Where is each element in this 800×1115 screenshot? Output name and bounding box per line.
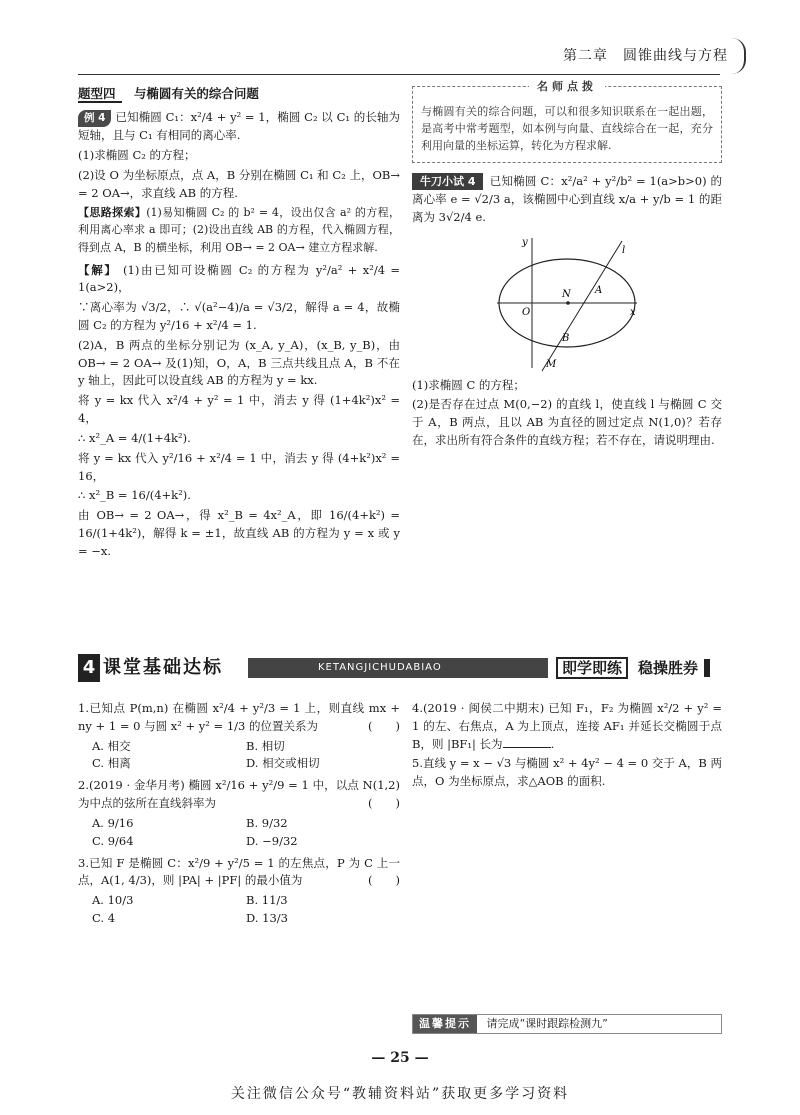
solution-3: (2)A，B 两点的坐标分别记为 (x_A, y_A)，(x_B, y_B)，由 OB→ = 2 OA→ 及(1)知，O，A，B 三点共线且点 A，B 不在 y 轴上，因此可以设直线 AB 的方程为 y = kx. [78,337,400,388]
exercise-2-options [92,815,400,851]
solution-6: 将 y = kx 代入 y²/16 + x²/4 = 1 中，消去 y 得 (4+k²)x² = 16， [78,450,400,483]
tip-text: 与椭圆有关的综合问题，可以和很多知识联系在一起出题，是高考中常考题型，如本例与向量、直线综合在一起，充分利用向量的坐标运算，转化为方程求解. [421,105,713,153]
label-a: A [595,284,603,296]
example-q1: (1)求椭圆 C₂ 的方程； [78,148,196,162]
practice-text: 已知椭圆 C：x²/a² + y²/b² = 1(a>b>0) 的离心率 e = √2/3 a，该椭圆中心到直线 x/a + y/b = 1 的距离为 3√2/4 e. [412,174,722,224]
option-a: A. 9/16 [92,815,134,830]
teacher-tip-box [412,80,722,163]
exercise-1-text: 1.已知点 P(m,n) 在椭圆 x²/4 + y²/3 = 1 上，则直线 mx + ny + 1 = 0 与圆 x² + y² = 1/3 的位置关系为 [78,701,400,733]
header-curve-decoration [732,38,746,74]
solution-5: ∴ x²_A = 4/(1+4k²). [78,430,191,445]
solution-1-text: (1)由已知可设椭圆 C₂ 的方程为 y²/a² + x²/4 = 1(a>2)， [78,262,401,295]
idea-label: 【思路探索】 [78,206,147,220]
right-column [412,80,722,452]
example-badge: 例 4 [78,110,111,126]
option-c: C. 4 [92,910,116,925]
option-d: D. 相交或相切 [246,756,320,771]
example-q2: (2)设 O 为坐标原点，点 A，B 分别在椭圆 C₁ 和 C₂ 上，OB→ = 2 OA→，求直线 AB 的方程. [78,167,400,200]
exercise-5: 5.直线 y = x − √3 与椭圆 x² + 4y² − 4 = 0 交于 A，B 两点，O 为坐标原点，求△AOB 的面积. [412,756,722,789]
exercise-3-answer-paren: ( ) [368,873,400,888]
solution-1 [78,262,400,298]
option-b: B. 相切 [246,738,285,753]
label-x: x [630,306,636,318]
banner-slogan-b: 稳操胜券 [638,659,710,677]
exercise-1-answer-paren: ( ) [368,718,400,733]
label-o: O [522,306,531,318]
option-c: C. 相离 [92,756,131,771]
chapter-header: 第二章 圆锥曲线与方程 [563,48,728,64]
solution-2: ∵离心率为 √3/2，∴ √(a²−4)/a = √3/2，解得 a = 4，故椭圆 C₂ 的方程为 y²/16 + x²/4 = 1. [78,300,400,333]
exercise-4-end: . [550,736,555,751]
solution-4: 将 y = kx 代入 x²/4 + y² = 1 中，消去 y 得 (1+4k²)x² = 4， [78,393,400,426]
option-d: D. −9/32 [246,833,298,848]
option-c: C. 9/64 [92,833,134,848]
option-a: A. 相交 [92,738,131,753]
idea-paragraph [78,204,400,255]
left-column [78,80,400,563]
reminder-bar [412,1014,722,1034]
exercise-1 [78,700,400,736]
banner-slogan-a: 即学即练 [556,657,628,679]
exercise-4-blank[interactable] [503,747,551,748]
exercise-4 [412,700,722,753]
exercise-2 [78,777,400,813]
tip-title: 名师点拨 [529,78,605,95]
footer-note: 关注微信公众号“教辅资料站”获取更多学习资料 [230,1086,570,1102]
exercise-2-answer-paren: ( ) [368,796,400,811]
label-l: l [622,244,626,256]
practice-badge: 牛刀小试 4 [412,173,483,190]
banner-title: 课堂基础达标 [103,657,223,678]
exercise-4-text: 4.(2019 · 闽侯二中期末) 已知 F₁，F₂ 为椭圆 x²/2 + y² = 1 的左、右焦点，A 为上顶点，连接 AF₁ 并延长交椭圆于点 B，则 |BF₁| 长为 [412,701,722,751]
label-y: y [522,236,528,248]
point-n [566,301,570,305]
label-n: N [562,288,571,300]
solution-label: 【解】 [78,262,118,277]
exercise-3-options [92,892,400,928]
practice-q1: (1)求椭圆 C 的方程； [412,377,525,392]
example-statement [78,109,400,145]
exercise-3-text: 3.已知 F 是椭圆 C：x²/9 + y²/5 = 1 的左焦点，P 为 C 上一点，A(1, 4/3)，则 |PA| + |PF| 的最小值为 [78,855,400,888]
solution-8: 由 OB→ = 2 OA→，得 x²_B = 4x²_A，即 16/(4+k²) = 16/(1+4k²)，解得 k = ±1，故直线 AB 的方程为 y = x 或 y = −x. [78,508,400,558]
option-b: B. 11/3 [246,893,288,908]
exercise-left-column [78,700,400,932]
option-b: B. 9/32 [246,815,288,830]
option-d: D. 13/3 [246,910,288,925]
exercise-2-text: 2.(2019 · 金华月考) 椭圆 x²/16 + y²/9 = 1 中，以点 N(1,2) 为中点的弦所在直线斜率为 [78,778,400,811]
practice-q2: (2)是否存在过点 M(0,−2) 的直线 l，使直线 l 与椭圆 C 交于 A，B 两点，且以 AB 为直径的圆过定点 N(1,0)？若存在，求出所有符合条件的直线方程；若不存在，请说明理由. [412,397,722,448]
section-title: 与椭圆有关的综合问题 [133,86,259,101]
option-a: A. 10/3 [92,893,134,908]
section-tag: 题型四 [78,86,122,103]
solution-7: ∴ x²_B = 16/(4+k²). [78,488,191,503]
example-text: 已知椭圆 C₁：x²/4 + y² = 1，椭圆 C₂ 以 C₁ 的长轴为短轴，且与 C₁ 有相同的离心率. [78,110,400,143]
header-rule [78,74,720,75]
exercise-3 [78,855,400,891]
exercise-1-options [92,738,400,774]
banner-slogan [556,654,710,682]
reminder-label: 温馨提示 [413,1015,477,1033]
exercise-right-column [412,700,722,793]
label-b: B [562,332,570,344]
banner-number: 4 [78,654,100,682]
section-heading [78,84,400,103]
banner-pinyin-strip: KETANGJICHUDABIAO [248,658,548,678]
label-m: M [546,358,557,370]
practice-statement [412,173,722,226]
page-number: — 25 — [371,1050,429,1066]
idea-text: (1)易知椭圆 C₂ 的 b² = 4，设出仅含 a² 的方程，利用离心率求 a 即可；(2)设出直线 AB 的方程，代入椭圆方程，得到点 A，B 的横坐标，利用 OB→ = 2 OA→ 建立方程求解. [78,206,400,254]
ellipse-graph [492,233,642,373]
reminder-text: 请完成“课时跟踪检测九” [486,1017,608,1030]
